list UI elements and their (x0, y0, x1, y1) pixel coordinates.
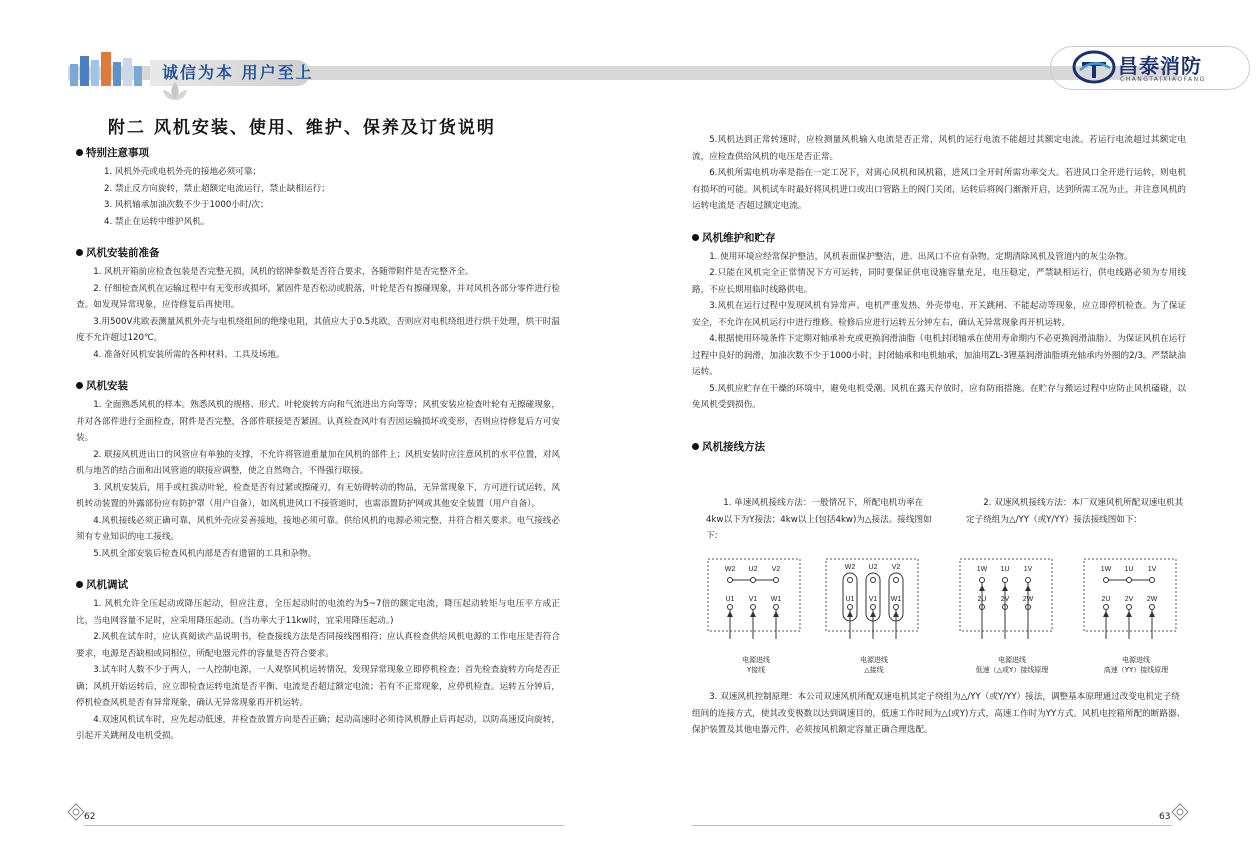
terminal-label: W2 (724, 566, 736, 573)
terminal-label: 2U (1101, 596, 1111, 603)
lotus-ornament-icon (160, 80, 190, 102)
brand-name: 昌泰消防 (1118, 54, 1202, 78)
terminal-label: V2 (891, 564, 901, 571)
corner-ornament-icon (66, 802, 86, 822)
wiring-two-speed-text: 2. 双速风机接线方法：本厂双速风机所配双速电机其定子绕组为△/YY（或Y/YY）接法接线图如下： (966, 498, 1184, 525)
terminal-label: 2W (1022, 596, 1034, 603)
paragraph: 4.根据使用环境条件下定期对轴承补充或更换润滑油脂（电机封闭轴承在使用寿命期内不必更换润滑油脂），为保证风机在运行过程中良好的润滑，加油次数不少于1000小时，封闭轴承和电机轴承，加油用ZL-3锂基润滑油脂填充轴承内外圈的2/3。严禁缺油运转。 (692, 334, 1186, 377)
paragraph: 3.用500V兆欧表测量风机外壳与电机绕组间的绝缘电阻，其值应大于0.5兆欧，否则应对电机绕组进行烘干处理，烘干时温度不允许超过120℃。 (76, 316, 560, 343)
diagram-caption: 电源进线 Y接线 (742, 656, 770, 674)
terminal-label: 1U (1000, 566, 1010, 573)
terminal-label: 1W (1100, 566, 1112, 573)
terminal-label: V1 (748, 596, 758, 603)
paragraph: 5.风机应贮存在干燥的环境中，避免电机受潮。风机在露天存放时，应有防雨措施。在贮存与搬运过程中应防止风机磕碰，以免风机受到损伤。 (692, 383, 1186, 410)
bullet-icon (76, 249, 83, 256)
paragraph: 2. 联接风机进出口的风管应有单独的支撑，不允许将管道重量加在风机的部件上；风机安装时应注意风机的水平位置，对风机与地苦的结合面和出风管道的联接应调整，使之自然吻合，不得强行联接。 (76, 449, 560, 476)
paragraph: 6.风机所需电机功率是指在一定工况下，对离心风机和风机箱，进风口全开时所需功率交大。若进风口全开进行运转，则电机有损坏的可能。风机试车时最好将风机进口或出口管路上的阀门关闭，运转后将阀门渐渐开启，达到所需工况为止，并注意风机的运转电流是 否超过额定电流。 (692, 168, 1186, 211)
terminal-label: U2 (868, 564, 878, 571)
terminal-label: V2 (771, 566, 781, 573)
footer-rule (692, 825, 1172, 826)
diagram-caption: 电源进线 高速（YY）接线原理 (1103, 656, 1169, 674)
left-column (76, 138, 560, 745)
terminal-label: U1 (725, 596, 735, 603)
paragraph: 1. 使用环境应经常保护整洁，风机表面保护整洁，进、出风口不应有杂物。定期清除风机及管道内的灰尘杂物。 (709, 251, 1133, 262)
diagram-caption: 电源进线 低速（△或Y）接线原理 (975, 656, 1049, 674)
diagram-caption: 电源进线 △接线 (860, 656, 888, 674)
section-heading: 风机安装 (76, 377, 560, 395)
terminal-label: W2 (844, 564, 856, 571)
bullet-icon (76, 382, 83, 389)
terminal-label: U1 (845, 596, 855, 603)
paragraph: 2. 仔细检查风机在运输过程中有无变形或损坏，紧固件是否松动或脱落，叶轮是否有擦碰现象，并对风机各部分零件进行检查。如发现异常现象，应待修复后再使用。 (76, 283, 560, 310)
bullet-icon (692, 234, 699, 241)
terminal-label: 2V (1124, 596, 1134, 603)
right-column (692, 132, 1186, 458)
list-item: 1. 风机外壳或电机外壳的接地必须可靠； (104, 167, 262, 177)
page-number-left: 62 (84, 812, 96, 822)
list-item: 4. 禁止在运转中维护风机。 (104, 216, 210, 227)
paragraph: 2.只能在风机完全正常情况下方可运转，同时要保证供电设施容量充足，电压稳定，严禁缺相运行，供电线路必须为专用线路，不应长期用临时线路供电。 (692, 268, 1186, 295)
paragraph: 3.风机在运行过程中发现风机有异常声、电机严重发热、外壳带电、开关跳闸、不能起动等现象，应立即停机检查。为了保证安全，不允许在风机运行中进行维修。检修后应进行运转五分钟左右，确认无异常现象再开机运转。 (692, 301, 1186, 328)
section-heading: 风机维护和贮存 (692, 229, 1186, 247)
paragraph: 4.风机接线必须正确可靠，风机外壳应妥善接地，接地必须可靠。供给风机的电源必须完整，并符合相关要求。电气接线必须有专业知识的电工接线。 (76, 515, 560, 542)
paragraph: 4.双速风机试车时，应先起动低速，并检查放置方向是否正确；起动高速时必须待风机静止后再起动，以防高速反向旋转，引起开关跳闸及电机受损。 (76, 714, 560, 741)
city-skyline-icon (68, 50, 154, 86)
section-heading: 风机接线方法 (692, 438, 1186, 456)
terminal-label: U2 (748, 566, 758, 573)
terminal-label: 2V (1000, 596, 1010, 603)
paragraph: 3.试车时人数不少于两人，一人控制电源，一人观察风机运转情况，发现异常现象立即停机检查；首先检查旋转方向是否正确；风机开始运转后，应立即检查运转电流是否平衡、电流是否超过额定电流；若有不正常现象，应停机检查。运转五分钟后，停机检查风机是否有异常现象，确认无异常现象再开机运转。 (76, 665, 560, 708)
section-heading: 风机调试 (76, 576, 560, 594)
page-title: 附二 风机安装、使用、维护、保养及订货说明 (108, 118, 496, 138)
corner-ornament-icon (1170, 802, 1190, 822)
paragraph: 1. 全面熟悉风机的样本。熟悉风机的规格、形式、叶轮旋转方向和气流进出方向等等；风机安装应检查叶轮有无擦碰现象，并对各部件进行全面检查，附件是否完整，各部件联接是否紧固。认真检查风叶有否因运输损坏或变形，否则应待修复后方可安装。 (76, 400, 560, 443)
terminal-label: 1V (1147, 566, 1157, 573)
paragraph: 3. 风机安装后，用手或杠拔动叶轮，检查是否有过紧或擦碰刃，有无妨碍转动的物品，无异常现象下，方可进行试运转，风机转动装置的外露部份应有防护罩（用户自备），如风机进风口不接管道时，也需添置防护网或其他安全装置（用户自备）。 (76, 482, 560, 509)
paragraph: 4. 准备好风机安装所需的各种材料、工具及场地。 (93, 349, 285, 360)
terminal-label: 2U (977, 596, 987, 603)
paragraph: 1. 风机开箱前应检查包装是否完整无损，风机的铭牌参数是否符合要求，各随带附件是否完整齐全。 (93, 267, 474, 277)
terminal-label: 1W (976, 566, 988, 573)
list-item: 3. 风机轴承加油次数不少于1000小时/次； (104, 200, 269, 210)
terminal-label: V1 (868, 596, 878, 603)
list-item: 2. 禁止反方向旋转，禁止超额定电流运行，禁止缺相运行； (104, 183, 330, 194)
bullet-icon (692, 443, 699, 450)
terminal-label: 2W (1146, 596, 1158, 603)
paragraph: 2.风机在试车时，应认真阅读产品说明书，检查接线方法是否同接线图相符；应认真检查供给风机电源的工作电压是否符合要求，电源是否缺相或同相位，所配电器元件的容量是否符合要求。 (76, 632, 560, 659)
section-heading: 风机安装前准备 (76, 244, 560, 262)
notice-list (76, 164, 560, 230)
terminal-label: 1U (1124, 566, 1134, 573)
two-speed-control-text: 3. 双速风机控制原理：本公司双速风机所配双速电机其定子绕组为△/YY（或Y/YY）接法，调整基本原理通过改变电机定子绕组间的连接方式，使其改变极数以达到调速目的，低速工作时间为△(或Y)方式，高速工作时为YY方式。风机电控箱所配的断路器、保护装置及其他电器元件，必须按风机额定容量正确合理选配。 (692, 692, 1186, 735)
wiring-single-speed-text: 1. 单速风机接线方法：一般情况下，所配电机功率在4kw以下为Y接法；4kw以上(包括4kw)为△接法。接线图如下: (706, 498, 932, 541)
paragraph: 5.风机全部安装后检查风机内部是否有遗留的工具和杂物。 (93, 548, 317, 559)
paragraph: 5.风机达到正常转速时，应检测量风机输入电流是否正常，风机的运行电流不能超过其额定电流。若运行电流超过其额定电流，应检查供给风机的电压是否正常。 (692, 135, 1186, 162)
terminal-label: W1 (890, 596, 902, 603)
terminal-label: 1V (1023, 566, 1033, 573)
bullet-icon (76, 149, 83, 156)
bullet-icon (76, 581, 83, 588)
header-slogan: 诚信为本 用户至上 (162, 63, 314, 82)
brand-subtitle: CHANGTA|XIAOFANG (1120, 76, 1206, 83)
page-number-right: 63 (1159, 812, 1171, 822)
section-heading: 特别注意事项 (76, 144, 560, 162)
paragraph: 1. 风机允许全压起动或降压起动，但应注意，全压起动时的电流约为5~7倍的额定电流，降压起动转矩与电压平方成正比，当电网容量不足时，应采用降压起动。(当功率大于11kw时，宜采用降压起动。) (76, 599, 560, 626)
terminal-label: W1 (770, 596, 782, 603)
footer-rule (84, 825, 564, 826)
brand-logo-icon (1072, 50, 1116, 84)
